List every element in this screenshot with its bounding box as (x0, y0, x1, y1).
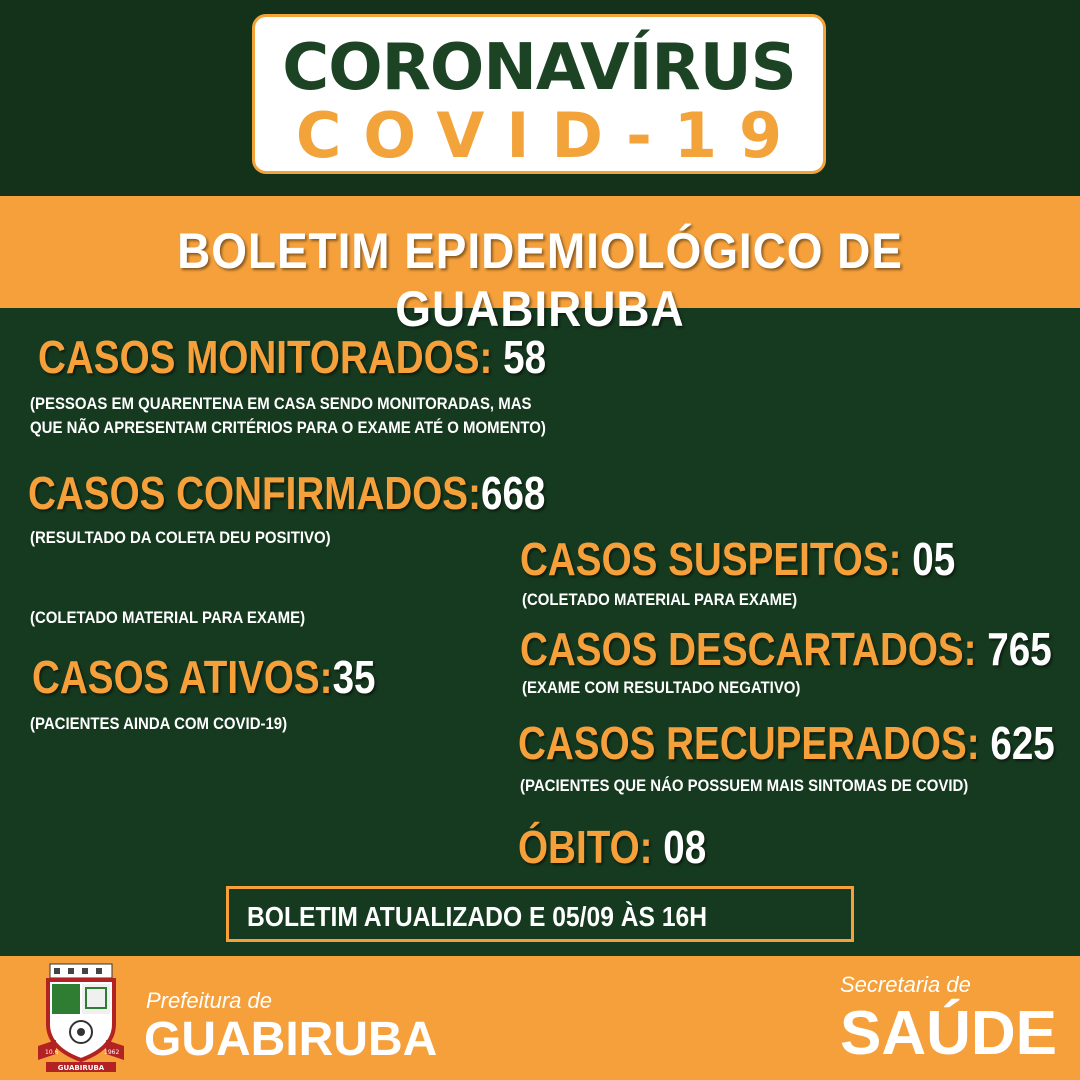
note-confirmados: (RESULTADO DA COLETA DEU POSITIVO) (30, 528, 331, 547)
title-box (252, 14, 826, 174)
crest-year-right: 1962 (104, 1049, 120, 1056)
title-coronavirus: CORONAVÍRUS (282, 31, 796, 105)
stat-confirmados (28, 466, 545, 520)
stat-value: 05 (912, 533, 956, 585)
stat-recuperados (518, 716, 1055, 770)
bulletin-title: BOLETIM EPIDEMIOLÓGICO DE GUABIRUBA (177, 223, 903, 337)
stat-label: CASOS RECUPERADOS: (518, 717, 980, 769)
note-monitorados-1: (PESSOAS EM QUARENTENA EM CASA SENDO MONITORADAS, MAS (30, 394, 532, 413)
stat-value: 58 (503, 331, 547, 383)
note-suspeitos: (COLETADO MATERIAL PARA EXAME) (522, 590, 798, 609)
prefeitura-label: Prefeitura de (146, 988, 272, 1013)
stat-descartados (520, 622, 1052, 676)
bulletin-banner (0, 196, 1080, 337)
city-crest-icon (36, 962, 126, 1074)
prefeitura-name: GUABIRUBA (144, 1013, 438, 1066)
note-monitorados-2: QUE NÃO APRESENTAM CRITÉRIOS PARA O EXAME ATÉ O MOMENTO) (30, 418, 546, 437)
stat-value: 08 (663, 821, 707, 873)
stat-label: ÓBITO: (518, 821, 653, 873)
secretaria-label: Secretaria de (840, 972, 971, 997)
stat-value: 668 (480, 467, 546, 519)
stat-label: CASOS DESCARTADOS: (520, 623, 977, 675)
note-recuperados: (PACIENTES QUE NÁO POSSUEM MAIS SINTOMAS DE COVID) (520, 776, 969, 795)
stat-label: CASOS MONITORADOS: (38, 331, 493, 383)
stat-value: 765 (987, 623, 1052, 675)
stat-label: CASOS CONFIRMADOS: (28, 467, 481, 519)
note-descartados: (EXAME COM RESULTADO NEGATIVO) (522, 678, 801, 697)
stat-ativos (32, 650, 376, 704)
update-text: BOLETIM ATUALIZADO E 05/09 ÀS 16H (247, 901, 708, 932)
title-covid19: COVID-19 (295, 99, 805, 172)
crest-year-left: 10.6 (45, 1049, 59, 1056)
stat-obito (518, 820, 706, 874)
stat-value: 35 (332, 651, 376, 703)
update-box (226, 886, 854, 942)
stat-suspeitos (520, 532, 955, 586)
footer (0, 956, 1080, 1080)
stat-label: CASOS ATIVOS: (32, 651, 333, 703)
secretaria-name: SAÚDE (840, 999, 1058, 1068)
note-coletado: (COLETADO MATERIAL PARA EXAME) (30, 608, 306, 627)
crest-name-text: GUABIRUBA (57, 1064, 105, 1072)
note-ativos: (PACIENTES AINDA COM COVID-19) (30, 714, 288, 733)
stat-label: CASOS SUSPEITOS: (520, 533, 902, 585)
stat-value: 625 (990, 717, 1055, 769)
stat-monitorados (38, 330, 546, 384)
